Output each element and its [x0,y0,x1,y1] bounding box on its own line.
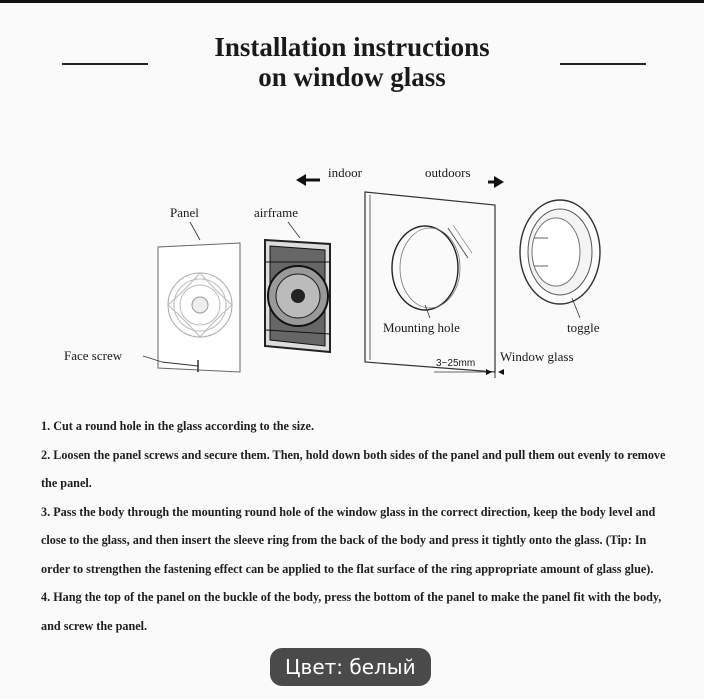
mounting-hole-label: Mounting hole [383,320,460,335]
instruction-steps [41,412,671,640]
page-title-line2: on window glass [258,62,446,92]
step-3: 3. Pass the body through the mounting round hole of the window glass in the correct direction, keep the body level and close to the glass, and then insert the sleeve ring from the back of the body and press it tightly onto the glass. (Tip: In order to strengthen the fastening effect can be applied to the flat surface of the ring appropriate amount of glass glue). [41,504,656,576]
window-glass-illustration [365,192,495,372]
outdoors-label: outdoors [425,165,471,180]
panel-illustration [158,243,240,372]
toggle-illustration [520,200,600,304]
indoor-arrow-icon [296,174,320,186]
window-glass-label: Window glass [500,349,574,364]
panel-label: Panel [170,205,199,220]
page-title-line1: Installation instructions [214,32,490,62]
face-screw-label: Face screw [64,348,123,363]
airframe-label: airframe [254,205,299,220]
toggle-label: toggle [567,320,600,335]
thickness-label: 3~25mm [436,358,476,369]
step-4: 4. Hang the top of the panel on the buckle of the body, press the bottom of the panel to make the panel fit with the body, and screw the panel. [41,590,662,633]
installation-diagram [0,150,704,390]
outdoors-arrow-icon [488,176,504,188]
top-border [0,0,704,3]
step-1: 1. Cut a round hole in the glass according to the size. [41,419,314,433]
step-2: 2. Loosen the panel screws and secure them. Then, hold down both sides of the panel and pull them out evenly to remove the panel. [41,447,666,490]
color-badge[interactable]: Цвет: белый [270,648,431,686]
airframe-illustration [265,240,330,352]
indoor-label: indoor [328,165,362,180]
